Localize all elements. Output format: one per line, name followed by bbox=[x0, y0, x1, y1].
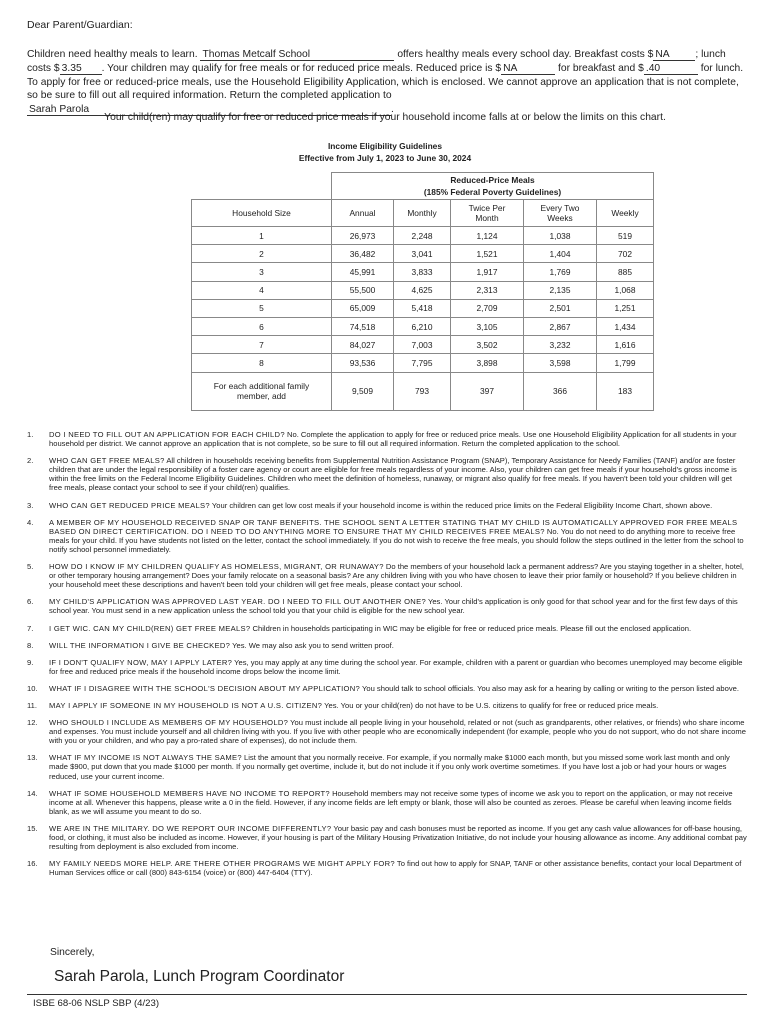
faq-answer: Your basic pay and cash bonuses must be reported as income. If you get any cash value allowances for off-base housing, food, or clothing, it must also be included as income. However, if your housing is part of the Military Housing Privatization Initiative, do not include your housing allowance as income. Any additional combat pay resulting from deployment is also excluded from income. bbox=[49, 823, 747, 852]
signature: Sarah Parola, Lunch Program Coordinator bbox=[54, 968, 345, 985]
table-group-header-row bbox=[192, 173, 654, 200]
cell: 1,917 bbox=[451, 263, 524, 281]
faq-question: WHAT IF I DISAGREE WITH THE SCHOOL'S DECISION ABOUT MY APPLICATION? bbox=[49, 683, 361, 693]
faq-number: 4. bbox=[27, 517, 34, 527]
faq-answer: Do the members of your household lack a permanent address? Are you staying together in a shelter, hotel, or other temporary housing arrangement? Does your family relocate on a seasonal basis? Are any children living with you who have chosen to leave their prior family or household? If you believe children in your household meet these descriptions and haven't been told your children will get free meals, please contact your school. bbox=[49, 562, 744, 590]
faq-item bbox=[27, 859, 747, 877]
table-row bbox=[192, 245, 654, 263]
faq-question: MAY I APPLY IF SOMEONE IN MY HOUSEHOLD IS NOT A U.S. CITIZEN? bbox=[49, 700, 323, 710]
cell: 1,251 bbox=[597, 299, 654, 317]
table-row bbox=[192, 227, 654, 245]
cell: 1,799 bbox=[597, 354, 654, 372]
table-header-row bbox=[192, 200, 654, 227]
cell: 3 bbox=[192, 263, 332, 281]
faq-answer: Your children can get low cost meals if your household income is within the reduced price limits on the Federal Eligibility Income Chart, shown above. bbox=[211, 500, 713, 510]
cell: 183 bbox=[597, 372, 654, 410]
lunch-cost-field: 3.35 bbox=[60, 63, 102, 75]
reduced-lunch-field: .40 bbox=[644, 63, 698, 75]
footer-divider bbox=[27, 994, 747, 995]
header-weekly: Weekly bbox=[597, 200, 654, 227]
table-row bbox=[192, 263, 654, 281]
faq-number: 7. bbox=[27, 623, 34, 633]
breakfast-cost-field: NA bbox=[653, 49, 695, 61]
cell: 8 bbox=[192, 354, 332, 372]
cell: 3,105 bbox=[451, 317, 524, 335]
cell: 702 bbox=[597, 245, 654, 263]
faq-question: WHO CAN GET FREE MEALS? bbox=[49, 456, 165, 466]
reduced-breakfast-field: NA bbox=[501, 63, 555, 75]
return-to-field: Sarah Parola bbox=[27, 104, 391, 116]
faq-answer: No. Complete the application to apply for free or reduced price meals. Use one Household Eligibility Application for all students in your household per district. We cannot approve an application that is not complete, so be sure to fill out all required information. Return the completed application to the school. bbox=[49, 430, 737, 449]
cell: 74,518 bbox=[332, 317, 394, 335]
cell: 36,482 bbox=[332, 245, 394, 263]
cell: For each additional family member, add bbox=[192, 372, 332, 410]
cell: 2,313 bbox=[451, 281, 524, 299]
faq-number: 9. bbox=[27, 657, 34, 667]
faq-item bbox=[27, 501, 747, 510]
faq-item bbox=[27, 430, 747, 448]
table-title-block bbox=[0, 140, 770, 164]
faq-question: I GET WIC. CAN MY CHILD(REN) GET FREE MEALS? bbox=[49, 623, 251, 633]
faq-number: 15. bbox=[27, 823, 38, 833]
school-name-field: Thomas Metcalf School bbox=[200, 49, 394, 61]
cell: 366 bbox=[524, 372, 597, 410]
intro-paragraph bbox=[27, 48, 747, 117]
faq-item bbox=[27, 701, 747, 710]
table-row bbox=[192, 299, 654, 317]
faq-item bbox=[27, 824, 747, 851]
header-every-two: Every Two Weeks bbox=[524, 200, 597, 227]
faq-item bbox=[27, 562, 747, 589]
faq-question: IF I DON'T QUALIFY NOW, MAY I APPLY LATER? bbox=[49, 657, 233, 667]
cell: 1,404 bbox=[524, 245, 597, 263]
cell: 1,521 bbox=[451, 245, 524, 263]
table-row bbox=[192, 281, 654, 299]
faq-item bbox=[27, 641, 747, 650]
cell: 26,973 bbox=[332, 227, 394, 245]
cell: 55,500 bbox=[332, 281, 394, 299]
faq-answer: Children in households participating in WIC may be eligible for free or reduced price meals. Please fill out the enclosed application. bbox=[252, 623, 692, 633]
faq-question: WILL THE INFORMATION I GIVE BE CHECKED? bbox=[49, 640, 231, 650]
faq-question: MY CHILD'S APPLICATION WAS APPROVED LAST YEAR. DO I NEED TO FILL OUT ANOTHER ONE? bbox=[49, 597, 426, 607]
cell: 1,616 bbox=[597, 336, 654, 354]
faq-item bbox=[27, 518, 747, 554]
cell: 45,991 bbox=[332, 263, 394, 281]
intro-text-2: offers healthy meals every school day. Breakfast costs $ bbox=[397, 49, 654, 60]
faq-answer: You must include all people living in your household, related or not (such as grandparents, other relatives, or friends) who share income and expenses. You must include yourself and all children living with you. If you live with other people who are economically independent (for example, people who you do not support, who do not share income with you or your children, and who pay a pro-rated share of expenses), do not include them. bbox=[49, 718, 746, 746]
faq-answer: List the amount that you normally receive. For example, if you normally make $1000 each month, but you missed some work last month and only made $900, put down that you made $1000 per month. If you normally get overtime, include it, but do not include it if you only work overtime sometimes. If you have lost a job or had your hours or wages reduced, use your current income. bbox=[49, 753, 730, 781]
header-monthly: Monthly bbox=[394, 200, 451, 227]
cell: 3,502 bbox=[451, 336, 524, 354]
cell: 4 bbox=[192, 281, 332, 299]
faq-number: 3. bbox=[27, 500, 34, 510]
cell: 9,509 bbox=[332, 372, 394, 410]
form-id-footer: ISBE 68-06 NSLP SBP (4/23) bbox=[33, 998, 160, 1009]
cell: 2,867 bbox=[524, 317, 597, 335]
cell: 7 bbox=[192, 336, 332, 354]
intro-text-1: Children need healthy meals to learn. bbox=[27, 49, 198, 60]
cell: 93,536 bbox=[332, 354, 394, 372]
faq-item bbox=[27, 718, 747, 745]
header-annual: Annual bbox=[332, 200, 394, 227]
cell: 3,041 bbox=[394, 245, 451, 263]
faq-answer: To find out how to apply for SNAP, TANF or other assistance benefits, contact your local Department of Human Services office or call (800) 843-6154 (voice) or (800) 447-6404 (TTY). bbox=[49, 859, 742, 878]
faq-number: 12. bbox=[27, 718, 38, 728]
cell: 84,027 bbox=[332, 336, 394, 354]
cell: 5,418 bbox=[394, 299, 451, 317]
intro-text-5: for breakfast and $ bbox=[557, 62, 644, 74]
faq-item bbox=[27, 597, 747, 615]
faq-answer: No. You do not need to do anything more to receive free meals for your child. If you have students not listed on the letter, contact the school immediately. If you do not wish to receive the free meals, you should follow the steps outlined in the letter from the school to notify school personnel immediately. bbox=[49, 526, 744, 554]
faq-number: 14. bbox=[27, 788, 38, 798]
group-subtitle: (185% Federal Poverty Guidelines) bbox=[423, 187, 562, 197]
cell: 2,248 bbox=[394, 227, 451, 245]
qualify-note: Your child(ren) may qualify for free or reduced price meals if your household income falls at or below the limits on this chart. bbox=[104, 112, 666, 123]
faq-question: A MEMBER OF MY HOUSEHOLD RECEIVED SNAP OR TANF BENEFITS. THE SCHOOL SENT A LETTER STATING THAT MY CHILD IS AUTOMATICALLY APPROVED FOR FREE MEALS BASED ON DIRECT CERTIFICATION. DO I NEED TO DO ANYTHING MORE TO ENSURE THAT MY CHILD RECEIVES FREE MEALS? bbox=[49, 517, 738, 536]
faq-answer: You should talk to school officials. You also may ask for a hearing by calling or writing to the person listed above. bbox=[362, 683, 739, 693]
intro-text-3: ; lunch costs $ bbox=[27, 49, 726, 74]
intro-text-7: . bbox=[391, 104, 394, 116]
cell: 519 bbox=[597, 227, 654, 245]
cell: 6 bbox=[192, 317, 332, 335]
closing: Sincerely, bbox=[50, 947, 95, 958]
faq-answer: Yes. We may also ask you to send written proof. bbox=[232, 640, 394, 650]
cell: 2,709 bbox=[451, 299, 524, 317]
faq-item bbox=[27, 684, 747, 693]
cell: 793 bbox=[394, 372, 451, 410]
cell: 1,068 bbox=[597, 281, 654, 299]
cell: 1,769 bbox=[524, 263, 597, 281]
cell: 5 bbox=[192, 299, 332, 317]
faq-answer: All children in households receiving benefits from Supplemental Nutrition Assistance Program (SNAP), Temporary Assistance for Needy Families (TANF) and/or are foster children that are under the legal responsibility of a foster care agency or court are eligible for free meals regardless of your income. Also, your children can get free meals if your household's gross income is within the free limits on the Federal Income Eligibility Guidelines. Children who meet the definition of homeless, runaway, or migrant also qualify for free meals. If you haven't been told your children will get free meals, please contact your school to see if your child(ren) qualifies. bbox=[49, 456, 737, 493]
header-twice: Twice Per Month bbox=[451, 200, 524, 227]
faq-item bbox=[27, 624, 747, 633]
table-row bbox=[192, 336, 654, 354]
header-household: Household Size bbox=[192, 200, 332, 227]
cell: 1,124 bbox=[451, 227, 524, 245]
cell: 7,003 bbox=[394, 336, 451, 354]
faq-question: WE ARE IN THE MILITARY. DO WE REPORT OUR INCOME DIFFERENTLY? bbox=[49, 823, 332, 833]
faq-number: 13. bbox=[27, 753, 38, 763]
faq-question: DO I NEED TO FILL OUT AN APPLICATION FOR EACH CHILD? bbox=[49, 430, 285, 439]
faq-number: 10. bbox=[27, 683, 38, 693]
cell: 3,598 bbox=[524, 354, 597, 372]
table-row-additional bbox=[192, 372, 654, 410]
cell: 3,232 bbox=[524, 336, 597, 354]
faq-item bbox=[27, 789, 747, 816]
cell: 397 bbox=[451, 372, 524, 410]
faq-question: WHAT IF MY INCOME IS NOT ALWAYS THE SAME? bbox=[49, 753, 242, 763]
cell: 6,210 bbox=[394, 317, 451, 335]
faq-question: HOW DO I KNOW IF MY CHILDREN QUALIFY AS HOMELESS, MIGRANT, OR RUNAWAY? bbox=[49, 562, 384, 572]
cell: 65,009 bbox=[332, 299, 394, 317]
cell: 4,625 bbox=[394, 281, 451, 299]
intro-text-6: for lunch. To apply for free or reduced-price meals, use the Household Eligibility Application, which is enclosed. We cannot approve an application that is not complete, so be sure to fill out all required information. Return the completed application to bbox=[27, 62, 744, 102]
faq-item bbox=[27, 753, 747, 780]
cell: 1 bbox=[192, 227, 332, 245]
cell: 1,434 bbox=[597, 317, 654, 335]
cell: 885 bbox=[597, 263, 654, 281]
income-eligibility-table bbox=[191, 172, 654, 411]
faq-question: MY FAMILY NEEDS MORE HELP. ARE THERE OTHER PROGRAMS WE MIGHT APPLY FOR? bbox=[49, 859, 395, 869]
cell: 2 bbox=[192, 245, 332, 263]
cell: 3,833 bbox=[394, 263, 451, 281]
faq-question: WHO CAN GET REDUCED PRICE MEALS? bbox=[49, 500, 210, 510]
faq-number: 16. bbox=[27, 859, 38, 869]
cell: 7,795 bbox=[394, 354, 451, 372]
faq-number: 2. bbox=[27, 456, 34, 466]
cell: 1,038 bbox=[524, 227, 597, 245]
faq-number: 6. bbox=[27, 597, 34, 607]
faq-item bbox=[27, 456, 747, 492]
table-subtitle: Effective from July 1, 2023 to June 30, 2024 bbox=[298, 153, 472, 163]
faq-answer: Yes. Your child's application is only good for that school year and for the first few days of this school year. You must send in a new application unless the school told you that your child is eligible for the new school year. bbox=[49, 597, 738, 616]
faq-number: 1. bbox=[27, 430, 34, 439]
intro-text-4: . Your children may qualify for free meals or for reduced price meals. Reduced price is $ bbox=[101, 62, 502, 74]
faq-number: 5. bbox=[27, 562, 34, 572]
table-title: Income Eligibility Guidelines bbox=[327, 141, 442, 151]
faq-answer: Yes, you may apply at any time during the school year. For example, children with a parent or guardian who becomes unemployed may become eligible for free and reduced price meals if the household income drops below the income limit. bbox=[49, 657, 743, 676]
table-row bbox=[192, 317, 654, 335]
cell: 2,135 bbox=[524, 281, 597, 299]
cell: 2,501 bbox=[524, 299, 597, 317]
faq-question: WHO SHOULD I INCLUDE AS MEMBERS OF MY HOUSEHOLD? bbox=[49, 718, 289, 728]
faq-answer: Household members may not receive some types of income we ask you to report on the application, or may not receive income at all. Whenever this happens, please write a 0 in the field. However, if any income fields are left empty or blank, those will also be counted as zeroes. Please be careful when leaving income fields blank, as we will assume you meant to do so. bbox=[49, 788, 733, 816]
group-title: Reduced-Price Meals bbox=[450, 175, 535, 185]
faq-number: 8. bbox=[27, 640, 34, 650]
faq-answer: Yes. You or your child(ren) do not have to be U.S. citizens to qualify for free or reduced price meals. bbox=[324, 700, 659, 710]
faq-item bbox=[27, 658, 747, 676]
cell: 3,898 bbox=[451, 354, 524, 372]
faq-number: 11. bbox=[27, 700, 37, 710]
group-header bbox=[332, 173, 654, 200]
faq-list bbox=[27, 430, 747, 885]
salutation: Dear Parent/Guardian: bbox=[27, 19, 133, 31]
table-row bbox=[192, 354, 654, 372]
faq-question: WHAT IF SOME HOUSEHOLD MEMBERS HAVE NO INCOME TO REPORT? bbox=[49, 788, 330, 798]
